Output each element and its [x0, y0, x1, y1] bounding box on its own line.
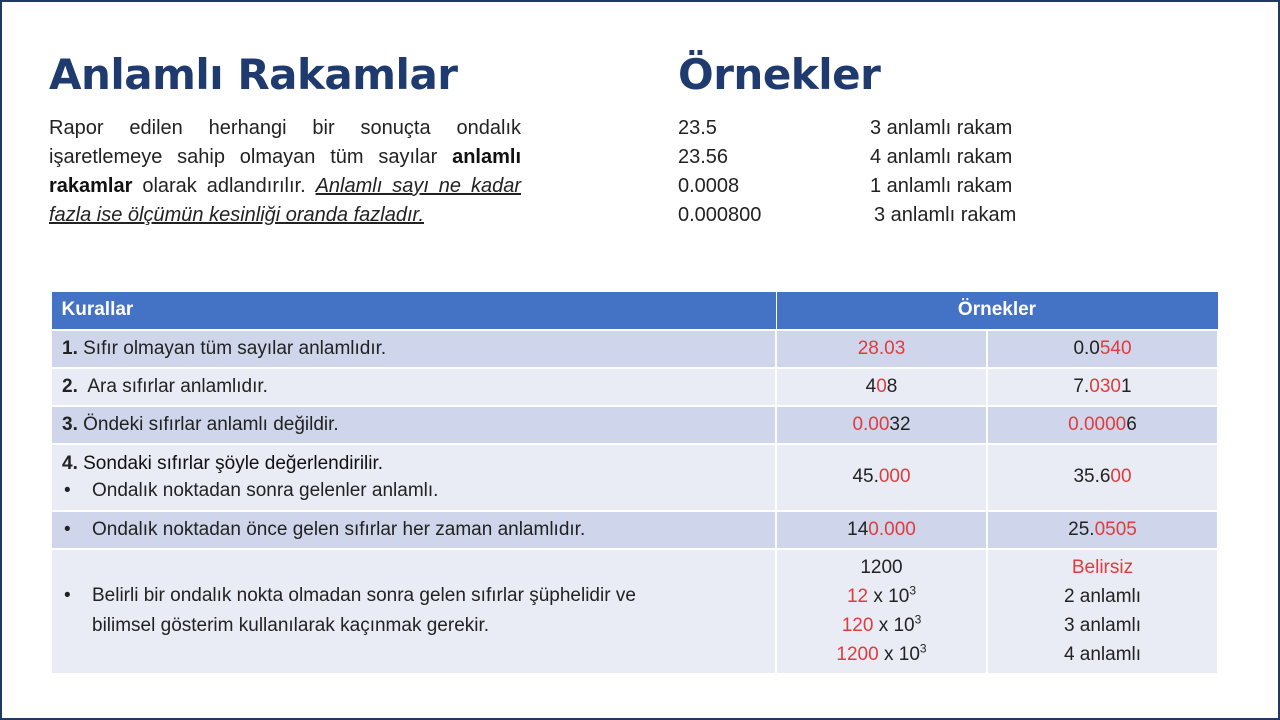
example-cell	[987, 406, 1218, 444]
exponent: 3	[914, 612, 922, 627]
intro-paragraph	[49, 114, 521, 230]
example-row	[678, 172, 1098, 201]
example-label: 1 anlamlı rakam	[870, 175, 1013, 197]
example-plain: 1	[1120, 375, 1132, 397]
example-red: 0505	[1094, 518, 1137, 540]
example-cell	[987, 444, 1218, 511]
rule-cell	[51, 549, 776, 674]
rule-bullet-text: Ondalık noktadan önce gelen sıfırlar her zaman anlamlıdır.	[92, 518, 586, 540]
example-plain: 45.	[852, 466, 879, 487]
example-cell	[776, 511, 987, 549]
example-red: Belirsiz	[1071, 557, 1134, 578]
bullet-dot: •	[64, 518, 71, 540]
header-rules: Kurallar	[51, 292, 776, 330]
rule-cell	[51, 406, 776, 444]
example-number: 0.000800	[678, 204, 762, 226]
table-row	[51, 549, 1218, 674]
rule-cell	[51, 511, 776, 549]
example-plain: 25.	[1068, 518, 1095, 540]
rule-cell	[51, 444, 776, 511]
example-cell	[987, 368, 1218, 406]
rule-text: Öndeki sıfırlar anlamlı değildir.	[77, 413, 339, 435]
example-plain: x 10	[873, 586, 910, 607]
rule-text: Ara sıfırlar anlamlıdır.	[77, 375, 268, 397]
example-row	[678, 201, 1098, 230]
example-row	[678, 143, 1098, 172]
rule-cell	[51, 368, 776, 406]
example-plain: 7.	[1073, 375, 1090, 397]
example-red: 0.0000	[1068, 413, 1127, 435]
examples-list	[678, 114, 1098, 230]
example-red: 120	[841, 615, 874, 636]
example-cell	[987, 330, 1218, 368]
example-plain: 3 anlamlı	[1063, 615, 1142, 636]
example-red: 12	[846, 586, 869, 607]
rule-number: 3.	[62, 413, 78, 435]
table-row	[51, 444, 1218, 511]
table-header-row	[51, 292, 1218, 330]
rule-text: Sıfır olmayan tüm sayılar anlamlıdır.	[77, 337, 387, 359]
example-red: 540	[1099, 337, 1132, 359]
example-plain: 8	[886, 375, 898, 397]
example-plain: 32	[889, 413, 911, 435]
example-cell	[776, 368, 987, 406]
bullet-dot: •	[64, 480, 71, 501]
examples-title: Örnekler	[678, 50, 881, 99]
rule-number: 4.	[62, 453, 78, 474]
example-label: 3 anlamlı rakam	[874, 204, 1017, 226]
example-number: 0.0008	[678, 175, 740, 197]
example-label: 4 anlamlı rakam	[870, 146, 1013, 168]
table-row	[51, 511, 1218, 549]
example-plain: 14	[847, 518, 869, 540]
example-plain: 2 anlamlı	[1063, 586, 1142, 607]
example-red: 28.03	[857, 337, 906, 359]
example-plain: x 10	[883, 644, 920, 665]
intro-text-2: olarak adlandırılır.	[132, 175, 316, 197]
example-red: 0	[876, 375, 887, 397]
example-red: 030	[1089, 375, 1121, 397]
header-examples: Örnekler	[776, 292, 1218, 330]
example-plain: 6	[1126, 413, 1137, 435]
example-red: 1200	[836, 644, 879, 665]
rule-bullet-text: Ondalık noktadan sonra gelenler anlamlı.	[92, 480, 439, 501]
rule-bullet-text-line1: Belirli bir ondalık nokta olmadan sonra gelen sıfırlar şüphelidir ve	[92, 585, 636, 606]
example-cell	[776, 444, 987, 511]
rule-cell	[51, 330, 776, 368]
bullet-dot: •	[64, 585, 71, 606]
example-red: 0.00	[852, 413, 890, 435]
rules-table	[50, 291, 1219, 675]
example-plain: 4	[865, 375, 877, 397]
example-red: 00	[1110, 466, 1132, 487]
intro-underline: Anlamlı sayı ne kadar fazla ise ölçümün kesinliği oranda fazladır.	[49, 175, 521, 226]
intro-bold: anlamlı rakamlar	[49, 146, 521, 197]
example-label: 3 anlamlı rakam	[870, 117, 1013, 139]
table-row	[51, 406, 1218, 444]
rule-number: 2.	[62, 375, 78, 397]
example-cell	[776, 406, 987, 444]
exponent: 3	[919, 641, 927, 656]
example-plain: x 10	[878, 615, 915, 636]
exponent: 3	[909, 583, 917, 598]
example-plain: 4 anlamlı	[1063, 644, 1142, 665]
example-plain: 35.6	[1073, 466, 1111, 487]
example-cell	[776, 549, 987, 674]
rule-number: 1.	[62, 337, 78, 359]
example-cell	[987, 511, 1218, 549]
example-plain: 1200	[860, 557, 903, 578]
example-row	[678, 114, 1098, 143]
example-number: 23.56	[678, 146, 729, 168]
rule-bullet-text-line2: bilimsel gösterim kullanılarak kaçınmak gerekir.	[92, 615, 490, 636]
example-red: 000	[878, 466, 911, 487]
example-number: 23.5	[678, 117, 717, 139]
rule-text: Sondaki sıfırlar şöyle değerlendirilir.	[77, 453, 384, 474]
intro-text-1: Rapor edilen herhangi bir sonuçta ondalık işaretlemeye sahip olmayan tüm sayılar	[49, 117, 521, 168]
slide-title: Anlamlı Rakamlar	[49, 50, 458, 99]
example-cell	[776, 330, 987, 368]
table-row	[51, 368, 1218, 406]
table-row	[51, 330, 1218, 368]
example-plain: 0.0	[1073, 337, 1100, 359]
example-cell	[987, 549, 1218, 674]
example-red: 0.000	[868, 518, 916, 540]
